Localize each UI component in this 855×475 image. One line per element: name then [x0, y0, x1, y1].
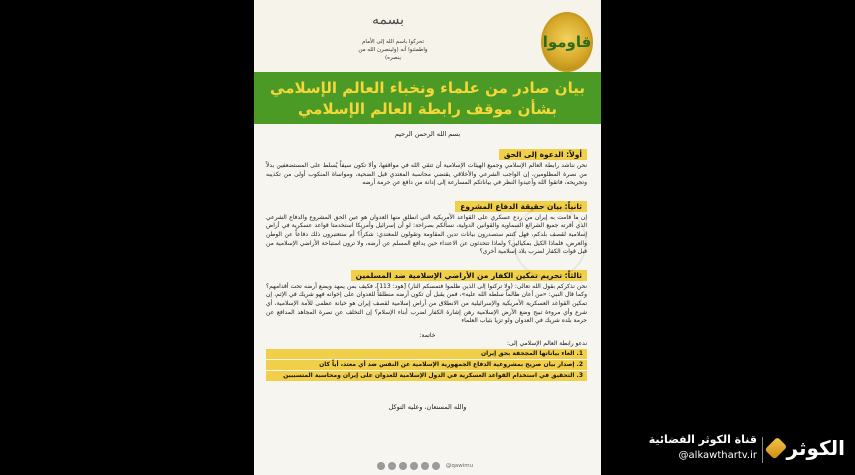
- x-icon: [399, 462, 407, 470]
- channel-name: قناة الكوثر الفضائية: [648, 433, 757, 446]
- statement-document: [254, 0, 601, 475]
- title-line-2: بشأن موقف رابطة العالم الإسلامي: [298, 100, 557, 118]
- watermark-seal: [513, 205, 587, 279]
- section-text: نحن نناشد رابطة العالم الإسلامي وجميع الهيئات الإسلامية أن تتقي الله في مواقفها، وألا تكون سيفاً يُسلط على المستضعفين بدلاً من نصرة المظلومين، إن الواجب الشرعي والأخلاقي يقتضي محاسبة المعتدي قبل الضحية، ومواساة المنكوب أولى من تكذيبه وتجريحه، فاتقوا الله وأعيدوا النظر في بياناتكم المسارعة إلى إدانة من دافع عن حرمة أرضه: [266, 162, 587, 187]
- qawimu-logo: [541, 12, 593, 72]
- section-heading: أولاً: الدعوة إلى الحق: [499, 149, 587, 160]
- channel-wordmark: الكوثر: [786, 436, 845, 460]
- title-line-1: بيان صادر من علماء ونخباء العالم الإسلامي: [270, 79, 585, 97]
- social-bar: [310, 461, 540, 471]
- instagram-icon: [388, 462, 396, 470]
- demand-item: 1. الغاء بياناتها المجحفة بحق إيران: [266, 349, 587, 359]
- bismillah: بسم الله الرحمن الرحيم: [394, 130, 461, 138]
- conclusion-label: خاتمة:: [419, 331, 436, 339]
- channel-diamond-icon: [765, 437, 787, 459]
- channel-divider: [762, 437, 763, 463]
- youtube-icon: [410, 462, 418, 470]
- channel-handle: @alkawthartv.ir: [678, 450, 757, 461]
- title-band: [254, 72, 601, 124]
- section-heading: ثانياً: بيان حقيقة الدفاع المشروع: [455, 201, 587, 212]
- conclusion-intro: ندعو رابطة العالم الإسلامي إلى:: [507, 339, 587, 347]
- telegram-icon: [377, 462, 385, 470]
- section-text: نحن نذكركم بقول الله تعالى: (ولا تركنوا إلى الذين ظلموا فتمسكم النار) [هود: 113]، فكيف بمن يمهد ويضع أرضه تحت أقدامهم؟ وكما قال النبي: «من أعان ظالماً سلطه الله عليه»، فمن يقبل أن تكون أرضه منطلقاً للعدوان على إخوانه فهو شريك في الإثم، إن تمكين القواعد العسكرية الأمريكية والإسرائيلية من الانطلاق من أراض إسلامية لقصف إيران هو خيانة عظمى للأمة الإسلامية، أي شرع وأي مروءة تبيح وضع الأرض الإسلامية رهن إشارة الكفار لضرب أبناء الإسلام؟ إن التخلف عن نصرة المجاهد المدافع عن حرمة بلده شريك في العدوان ولو تزيا بثياب العلماء: [266, 282, 587, 325]
- demand-item: 3. التحقيق في استخدام القواعد العسكرية في الدول الإسلامية للعدوان على إيران ومحاسبة المتسببين: [266, 371, 587, 381]
- demand-item: 2. إصدار بيان صريح بمشروعية الدفاع الجمهورية الإسلامية عن النفس ضد أي معتد، أياً كان: [266, 360, 587, 370]
- closing-line: والله المستعان، وعليه التوكل: [388, 402, 467, 411]
- section-text: إن ما قامت به إيران من ردع عسكري على القواعد الأمريكية التي انطلق منها العدوان هو عين الحق المشروع والدفاع الشرعي الذي أقرته جميع الشرائع السماوية والقوانين الدولية، نسألكم بصراحة: لو أن إسرائيل وأمريكا استخدمتا قواعد عسكرية في أراض إسلامية لقصف بلدكم، فهل كنتم ستصدرون بيانات تدين المقاومة وتقولون للمعتدي: شكراً؟ أم ستعتبرون ذلك دفاعاً عن الوطن والعرض، فلماذا الكيل بمكيالين؟ ولماذا تتحدثون عن الاعتداء حين يدافع المسلم عن أرضه، ولا ترون استباحة الأراضي الإسلامية من قبل قوات الكفار لضرب بلاد إسلامية أخرى؟: [266, 213, 587, 256]
- whatsapp-icon: [432, 462, 440, 470]
- section-heading: ثالثاً: تحريم تمكين الكفار من الأراضي الإسلامية ضد المسلمين: [351, 270, 587, 281]
- document-header: [254, 0, 601, 72]
- section-call-to-truth: [254, 142, 601, 188]
- logo-text: قاوموا: [542, 33, 592, 51]
- header-verse: تحركوا باسم الله إلى الأمام واطمئنوا أنه (ولينصرن الله من ينصره): [358, 39, 428, 61]
- social-handle: @qawimu: [445, 463, 474, 469]
- channel-logo: [769, 433, 845, 463]
- channel-branding: [635, 429, 845, 475]
- facebook-icon: [421, 462, 429, 470]
- calligraphy-mark: بسمه: [372, 12, 404, 28]
